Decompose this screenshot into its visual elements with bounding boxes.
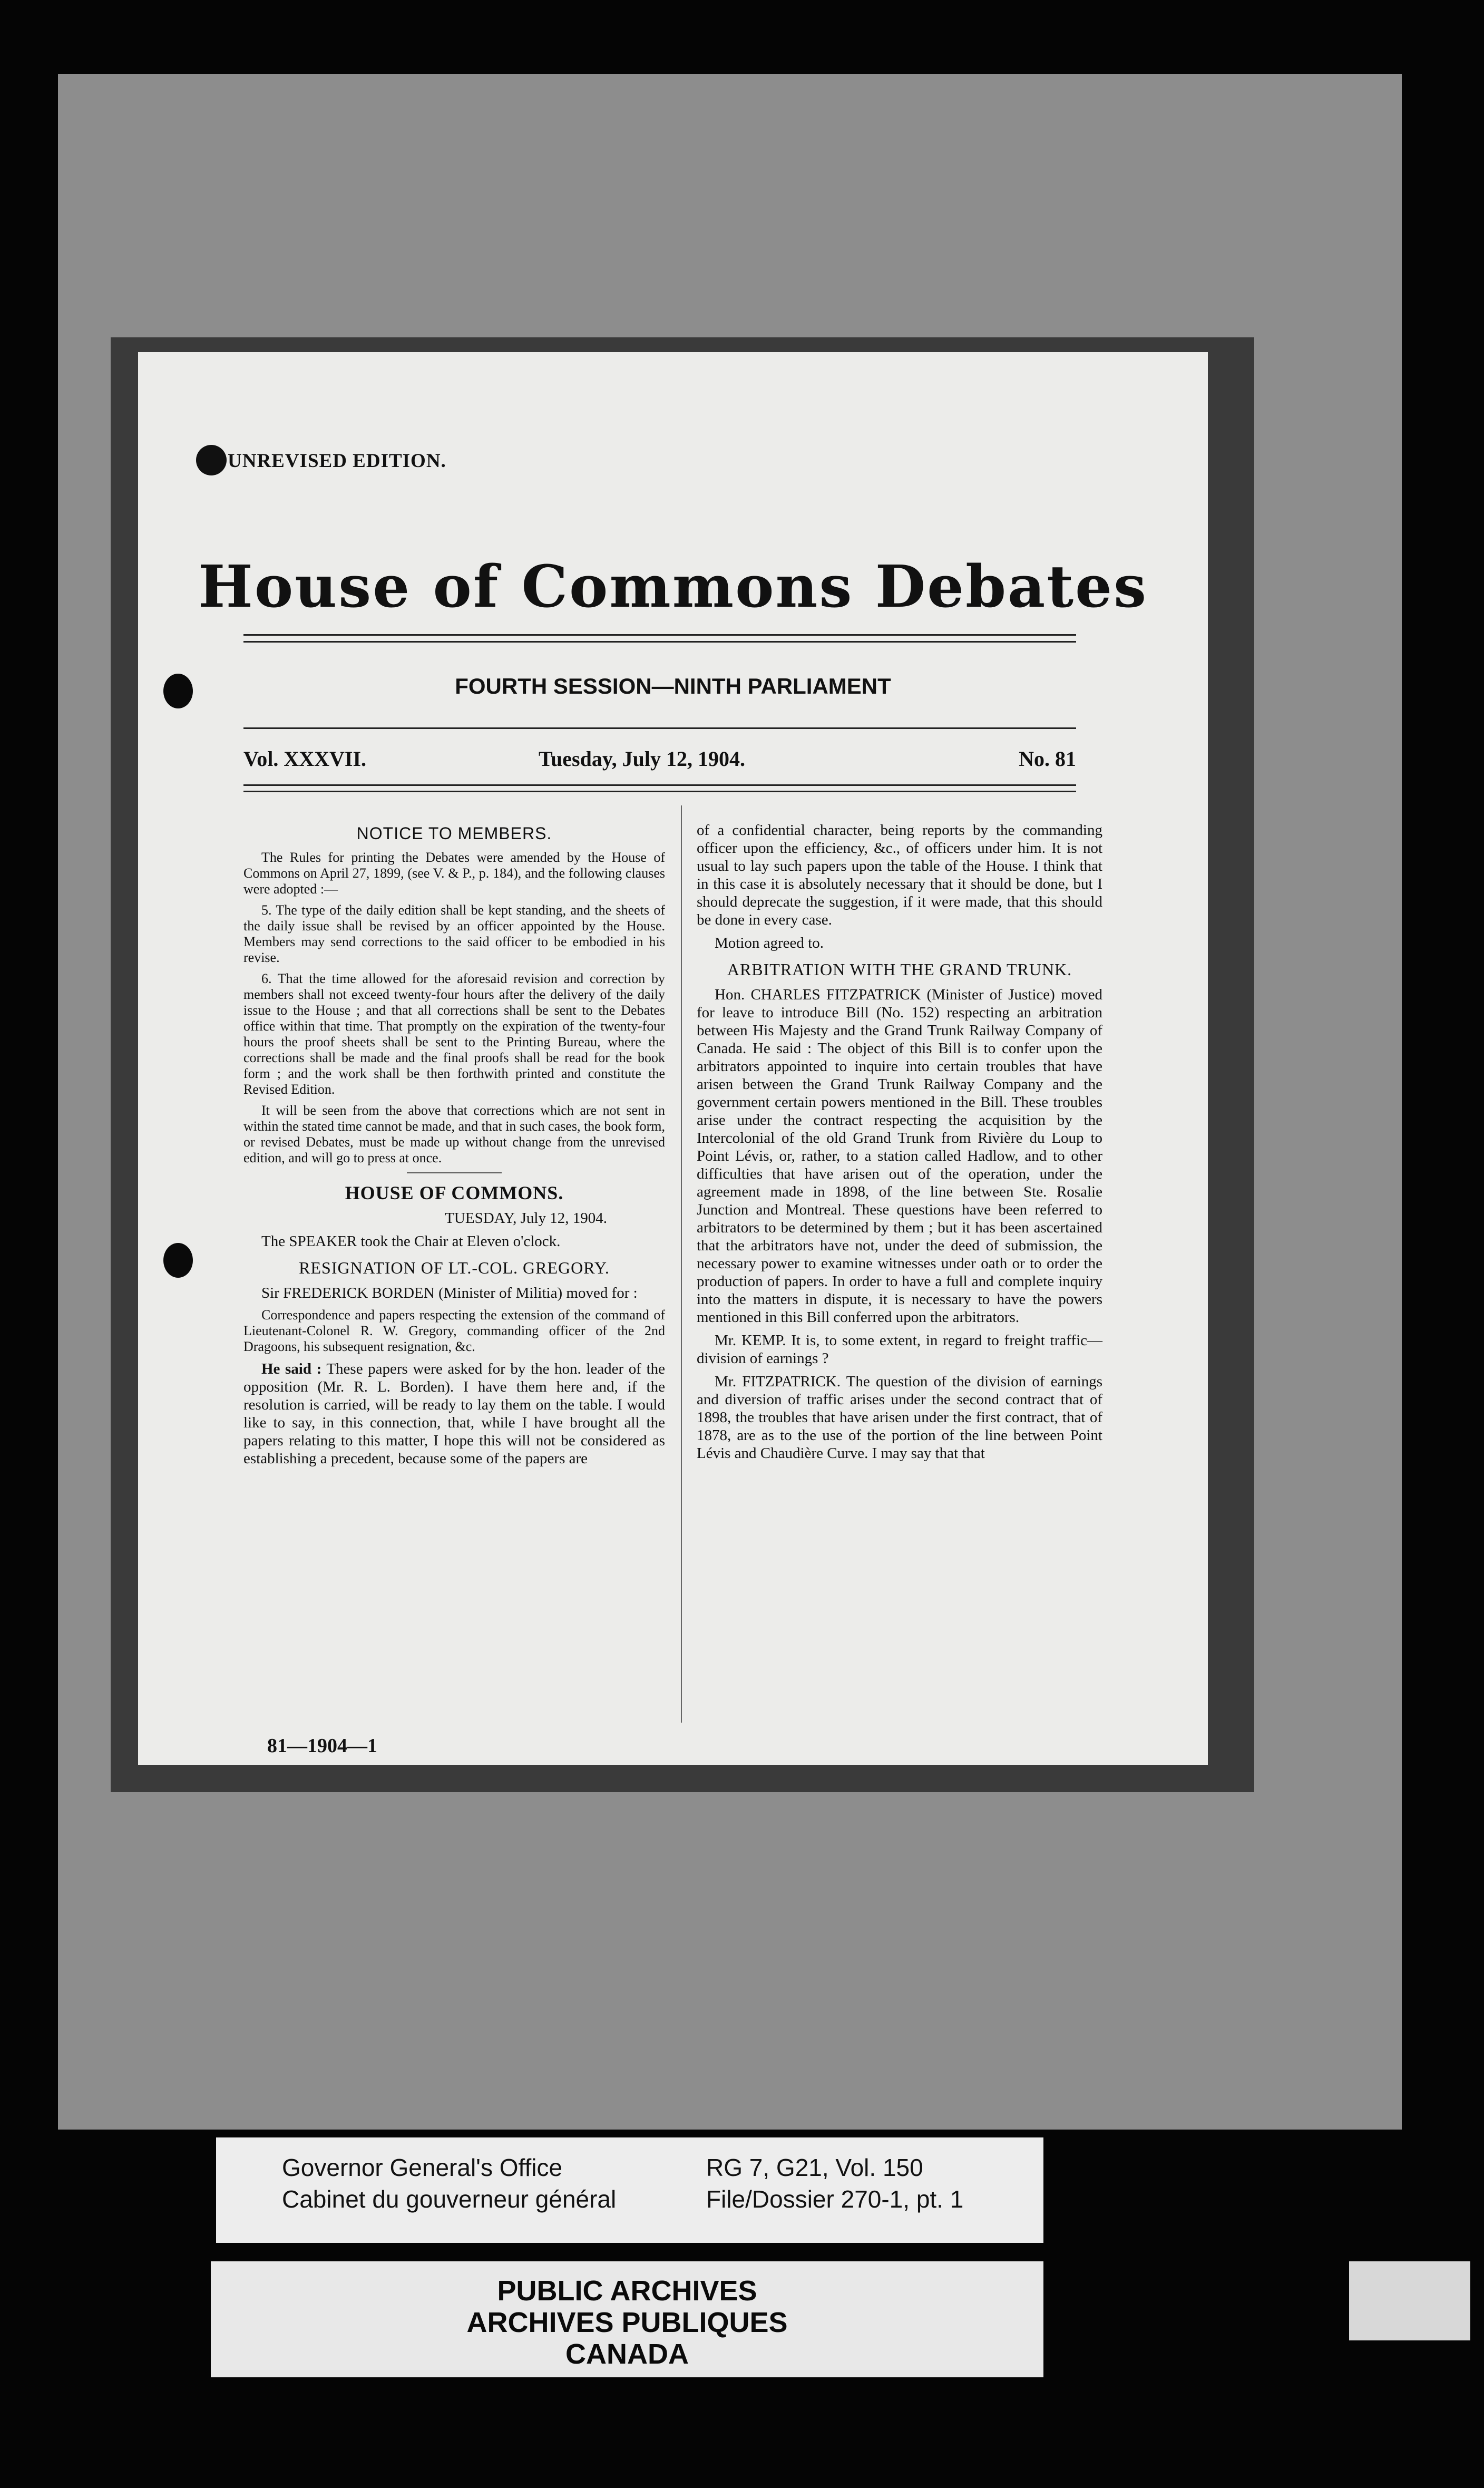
volume-label: Vol. XXXVII.	[243, 747, 367, 771]
notice-heading: NOTICE TO MEMBERS.	[356, 824, 552, 843]
house-date: TUESDAY, July 12, 1904.	[445, 1210, 607, 1227]
film-edge-marker	[1349, 2261, 1470, 2340]
motion-paragraph: Correspondence and papers respecting the extension of the command of Lieutenant-Colonel R. W. Gregory, commanding officer of the 2nd Dragoons, his subsequent resignation, &c.	[243, 1307, 665, 1354]
he-said-lead: He said :	[261, 1360, 322, 1377]
continuation-paragraph: of a confidential character, being reports by the commanding officer upon the efficiency, &c., of officers under him. It is not usual to lay such papers upon the table of the House. I think that in this case it is absolutely necessary that it should be done, but I should deprecate the suggestion, if it were made, that this should be done in every case.	[697, 822, 1102, 928]
borden-paragraph: Sir FREDERICK BORDEN (Minister of Militia) moved for :	[261, 1285, 638, 1301]
speaker-paragraph: The SPEAKER took the Chair at Eleven o'clock.	[261, 1233, 561, 1250]
resignation-heading: RESIGNATION OF LT.-COL. GREGORY.	[299, 1258, 610, 1277]
page-footer: 81—1904—1	[267, 1735, 377, 1757]
house-heading: HOUSE OF COMMONS.	[345, 1182, 564, 1203]
notice-paragraph-1: The Rules for printing the Debates were amended by the House of Commons on April 27, 1899, (see V. & P., p. 184), and the following clauses were adopted :—	[243, 850, 665, 897]
archives-stamp	[211, 2261, 1043, 2377]
masthead-title: House of Commons Debates	[198, 552, 1148, 620]
fitzpatrick-intro-paragraph: Hon. CHARLES FITZPATRICK (Minister of Justice) moved for leave to introduce Bill (No. 152) respecting an arbitration between His Majesty and the Grand Trunk Railway Company of Canada. He said : The object of this Bill is to confer upon the arbitrators appointed to inquire into certain troubles that have arisen between the Grand Trunk Railway Company and the government certain powers mentioned in the Bill. These troubles arise under the contract respecting the acquisition by the Intercolonial of the old Grand Trunk from Rivière du Loup to Point Lévis, or, rather, to a station called Hadlow, and to other difficulties that have arisen out of the operation, under the agreement made in 1898, of the line between Ste. Rosalie Junction and Montreal. These questions have been referred to arbitrators to be determined by them ; but it has been ascertained that the arbitrators have not, under the deed of submission, the necessary power to examine witnesses under oath or to order the production of papers. In order to have a full and complete inquiry into the matters in dispute, it is necessary to have the powers mentioned in this Bill conferred upon the arbitrators.	[697, 986, 1102, 1326]
session-rule	[243, 727, 1076, 729]
notice-paragraph-3: 6. That the time allowed for the aforesaid revision and correction by members shall not exceed twenty-four hours after the delivery of the daily issue to the House ; and that all corrections shall be sent to the Debates office within that time. That promptly on the expiration of the twenty-four hours the proof sheets shall be sent to the Printing Bureau, where the corrections shall be made and the final proofs shall be read for the book form ; and the work shall be then forthwith printed and constitute the Revised Edition.	[243, 971, 665, 1097]
office-english: Governor General's Office	[282, 2154, 563, 2181]
agreed-paragraph: Motion agreed to.	[715, 935, 824, 951]
issue-number: No. 81	[1019, 747, 1076, 771]
masthead-rule-2	[243, 641, 1076, 643]
archives-country: CANADA	[565, 2338, 689, 2370]
fitzpatrick-reply-paragraph: Mr. FITZPATRICK. The question of the division of earnings and diversion of traffic arises under the second contract that of 1898, the troubles that have arisen under the first contract, that of 1878, are as to the use of the portion of the line between Point Lévis and Chaudière Curve. I may say that that	[697, 1373, 1102, 1462]
archive-reference-label	[216, 2137, 1043, 2243]
left-column	[243, 816, 665, 1473]
punch-hole-middle	[163, 1243, 193, 1278]
document-page	[138, 352, 1208, 1765]
session-title: FOURTH SESSION—NINTH PARLIAMENT	[455, 674, 891, 698]
section-divider	[407, 1172, 502, 1173]
kemp-paragraph: Mr. KEMP. It is, to some extent, in regard to freight traffic—division of earnings ?	[697, 1332, 1102, 1367]
arbitration-heading: ARBITRATION WITH THE GRAND TRUNK.	[727, 960, 1072, 979]
office-french: Cabinet du gouverneur général	[282, 2185, 617, 2213]
notice-paragraph-2: 5. The type of the daily edition shall be kept standing, and the sheets of the daily issue shall be revised by an officer appointed by the House. Members may send corrections to the said officer to be embodied in his revise.	[243, 902, 665, 965]
edition-label: UNREVISED EDITION.	[228, 450, 446, 472]
ink-blot	[196, 445, 227, 475]
notice-paragraph-4: It will be seen from the above that corrections which are not sent in within the stated time cannot be made, and that in such cases, the book form, or revised Debates, must be made up without change from the unrevised edition, and will go to press at once.	[243, 1103, 665, 1165]
reference-line-1: RG 7, G21, Vol. 150	[706, 2154, 923, 2181]
reference-line-2: File/Dossier 270-1, pt. 1	[706, 2185, 964, 2213]
archives-french: ARCHIVES PUBLIQUES	[466, 2307, 788, 2338]
he-said-text: These papers were asked for by the hon. leader of the opposition (Mr. R. L. Borden). I have them here and, if the resolution is carried, will be ready to lay them on the table. I would like to say, in this connection, that, while I have brought all the papers relating to this matter, I hope this will not be considered as establishing a precedent, because some of the papers are	[243, 1360, 665, 1467]
right-column	[697, 821, 1102, 1467]
masthead-rule-1	[243, 634, 1076, 636]
issue-date: Tuesday, July 12, 1904.	[539, 747, 745, 771]
archives-english: PUBLIC ARCHIVES	[497, 2275, 757, 2307]
he-said-paragraph	[243, 1360, 665, 1467]
issue-rule-1	[243, 784, 1076, 786]
column-divider	[681, 805, 682, 1723]
issue-rule-2	[243, 791, 1076, 792]
